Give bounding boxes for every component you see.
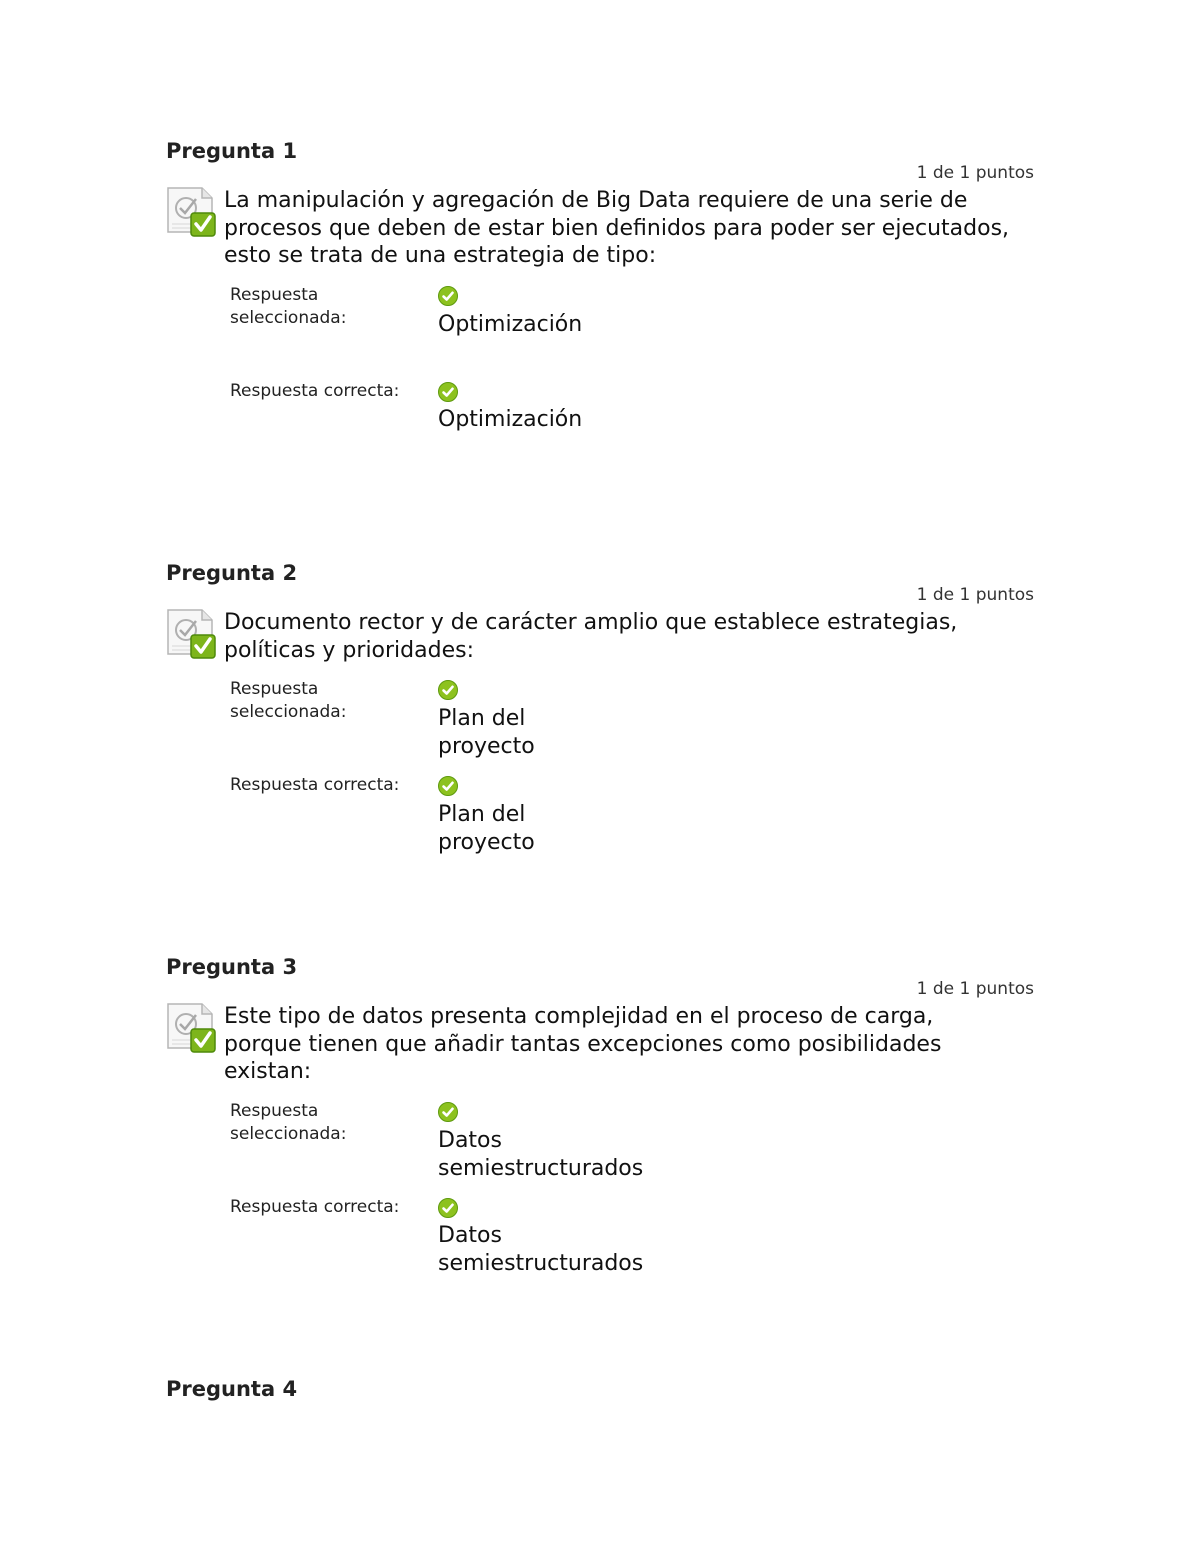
selected-answer-value: Datos semiestructurados (438, 1128, 644, 1181)
correct-answer-label: Respuesta correcta: (230, 775, 400, 795)
check-circle-icon (438, 776, 458, 796)
question-points: 1 de 1 puntos (916, 585, 1034, 605)
question-title: Pregunta 3 (166, 955, 298, 979)
correct-question-icon (166, 186, 218, 238)
selected-answer-label: Respuesta seleccionada: (230, 1101, 347, 1144)
question-text: Documento rector y de carácter amplio que establece estrategias, políticas y prioridades: (224, 610, 958, 663)
question-text: La manipulación y agregación de Big Data requiere de una serie de procesos que deben de estar bien definidos para poder ser ejecutados, esto se trata de una estrategia de tipo: (224, 188, 1010, 268)
question-points: 1 de 1 puntos (916, 979, 1034, 999)
selected-answer-label: Respuesta seleccionada: (230, 285, 347, 328)
selected-answer-label: Respuesta seleccionada: (230, 679, 347, 722)
check-circle-icon (438, 382, 458, 402)
question-title: Pregunta 2 (166, 561, 298, 585)
correct-question-icon (166, 608, 218, 660)
correct-answer-label: Respuesta correcta: (230, 1197, 400, 1217)
correct-answer-value: Datos semiestructurados (438, 1223, 644, 1276)
correct-answer-label: Respuesta correcta: (230, 381, 400, 401)
correct-question-icon (166, 1002, 218, 1054)
question-title: Pregunta 4 (166, 1377, 298, 1401)
check-circle-icon (438, 1198, 458, 1218)
question-points: 1 de 1 puntos (916, 163, 1034, 183)
question-title: Pregunta 1 (166, 139, 298, 163)
correct-answer-value: Plan del proyecto (438, 802, 535, 855)
correct-answer-value: Optimización (438, 407, 583, 432)
selected-answer-value: Plan del proyecto (438, 706, 535, 759)
check-circle-icon (438, 286, 458, 306)
selected-answer-value: Optimización (438, 312, 583, 337)
check-circle-icon (438, 680, 458, 700)
check-circle-icon (438, 1102, 458, 1122)
question-text: Este tipo de datos presenta complejidad en el proceso de carga, porque tienen que añadir tantas excepciones como posibilidades existan: (224, 1004, 942, 1084)
